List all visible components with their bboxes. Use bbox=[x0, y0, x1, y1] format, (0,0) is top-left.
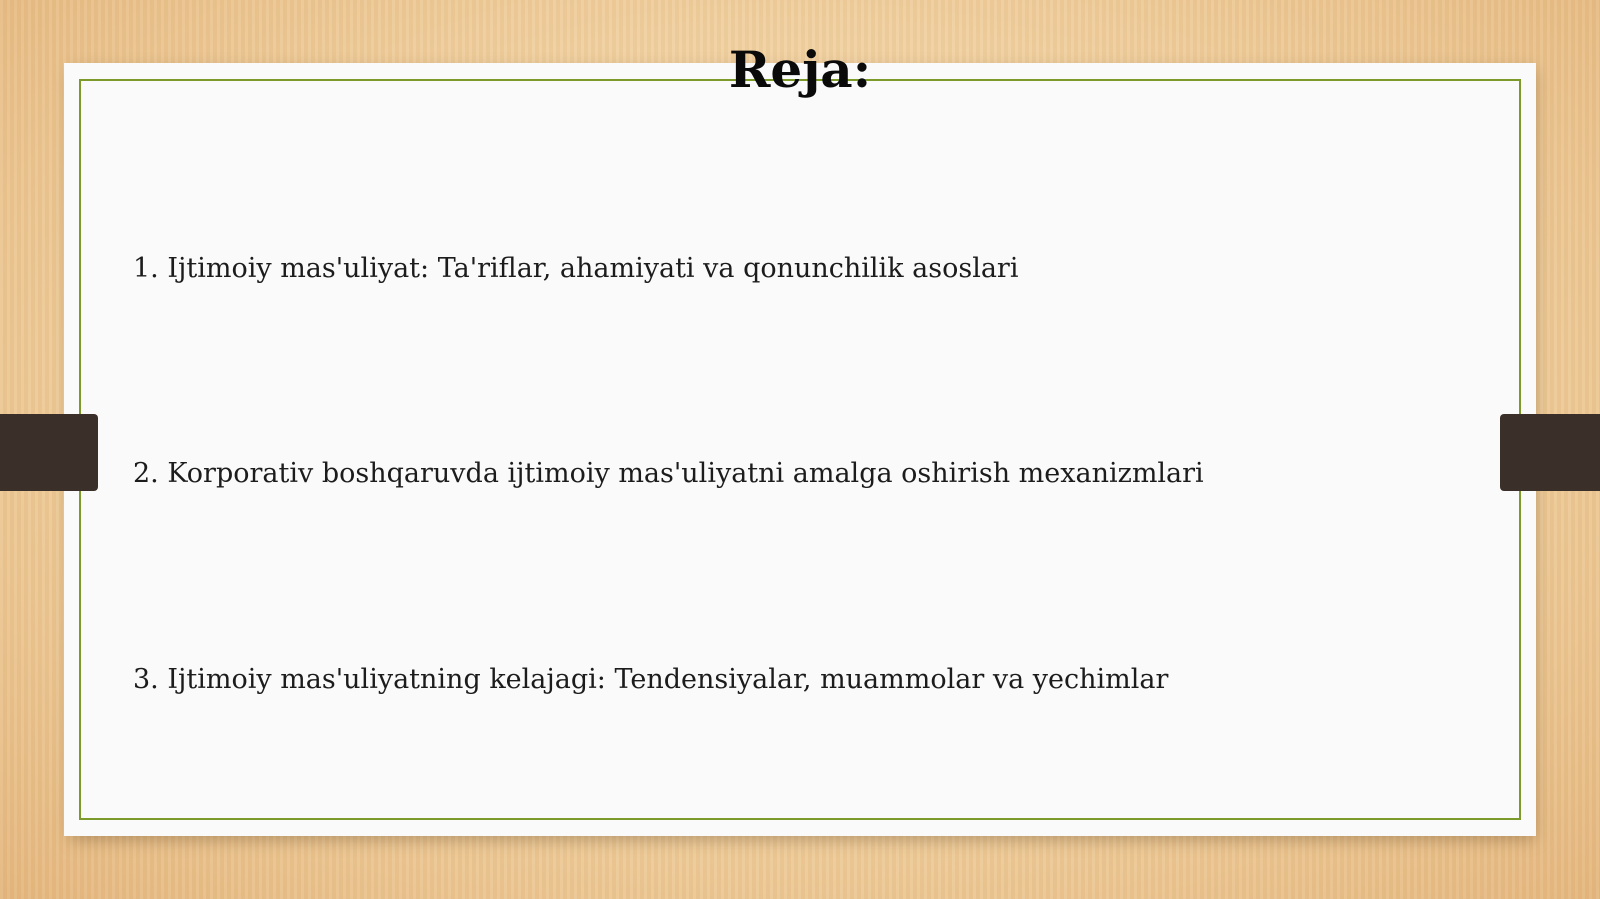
left-binder-tab bbox=[0, 414, 98, 491]
plan-item-2: 2. Korporativ boshqaruvda ijtimoiy mas'uliyatni amalga oshirish mexanizmlari bbox=[133, 458, 1204, 489]
plan-item-1: 1. Ijtimoiy mas'uliyat: Ta'riflar, ahamiyati va qonunchilik asoslari bbox=[133, 253, 1019, 284]
plan-item-3: 3. Ijtimoiy mas'uliyatning kelajagi: Tendensiyalar, muammolar va yechimlar bbox=[133, 664, 1169, 695]
right-binder-tab bbox=[1500, 414, 1600, 491]
slide-frame-border bbox=[79, 79, 1521, 820]
slide-title: Reja: bbox=[728, 40, 872, 99]
